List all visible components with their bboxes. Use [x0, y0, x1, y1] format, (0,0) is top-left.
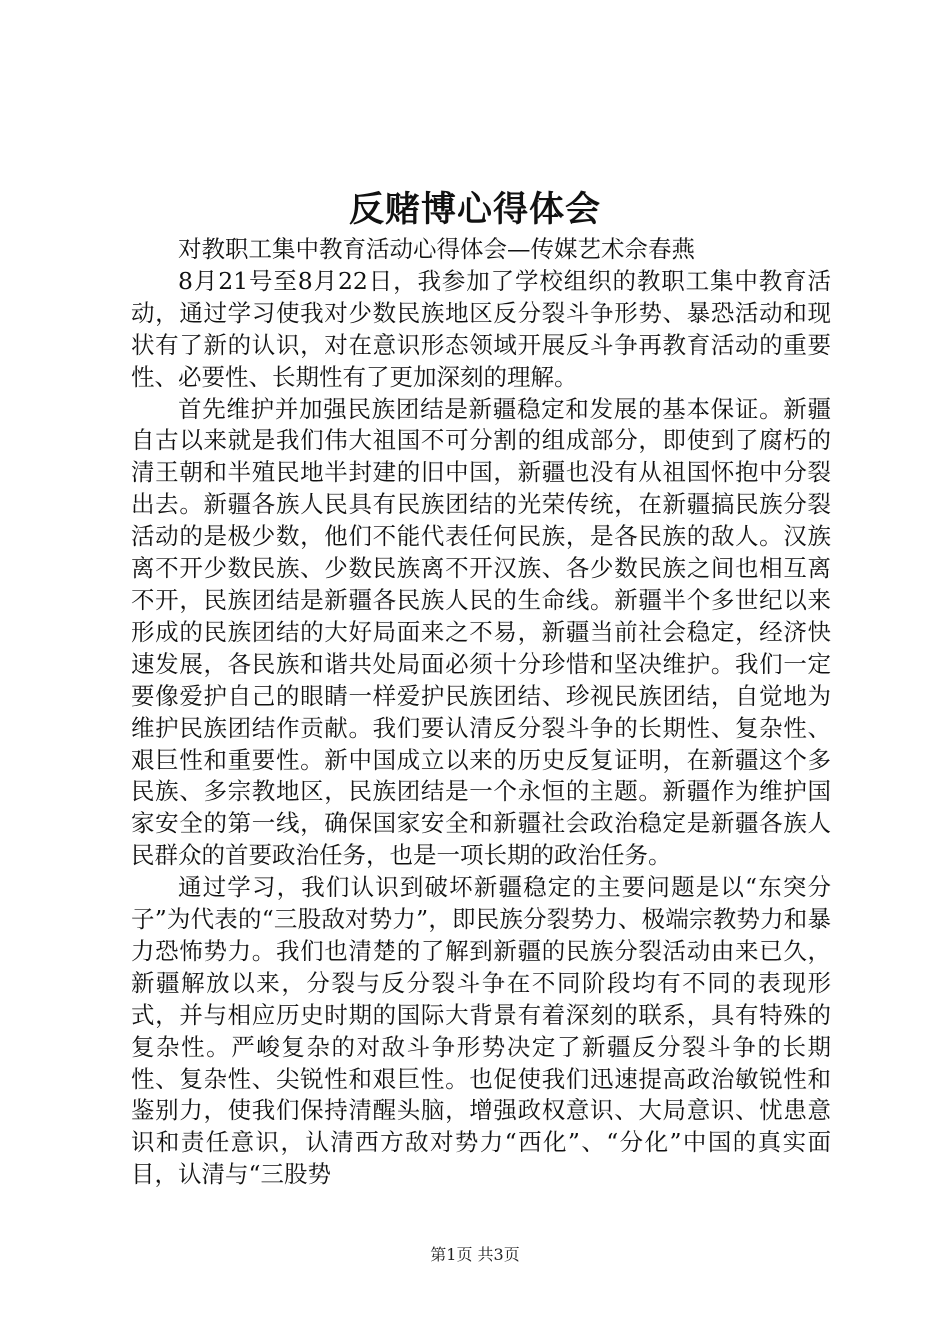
document-subtitle: 对教职工集中教育活动心得体会—传媒艺术佘春燕 — [178, 235, 695, 263]
paragraph-3: 通过学习，我们认识到破坏新疆稳定的主要问题是以“东突分子”为代表的“三股敌对势力”，即民族分裂势力、极端宗教势力和暴力恐怖势力。我们也清楚的了解到新疆的民族分裂活动由来已久，新疆解放以来，分裂与反分裂斗争在不同阶段均有不同的表现形式，并与相应历史时期的国际大背景有着深刻的联系，具有特殊的复杂性。严峻复杂的对敌斗争形势决定了新疆反分裂斗争的长期性、复杂性、尖锐性和艰巨性。也促使我们迅速提高政治敏锐性和鉴别力，使我们保持清醒头脑，增强政权意识、大局意识、忧患意识和责任意识，认清西方敌对势力“西化”、“分化”中国的真实面目，认清与“三股势 — [131, 873, 831, 1189]
paragraph-1: 8月21号至8月22日，我参加了学校组织的教职工集中教育活动，通过学习使我对少数民族地区反分裂斗争形势、暴恐活动和现状有了新的认识，对在意识形态领域开展反斗争再教育活动的重要性、必要性、长期性有了更加深刻的理解。 — [131, 266, 831, 391]
page-footer: 第1页 共3页 — [430, 1245, 520, 1264]
document-title: 反赌博心得体会 — [348, 189, 601, 230]
document-body — [131, 234, 831, 1191]
paragraph-2: 首先维护并加强民族团结是新疆稳定和发展的基本保证。新疆自古以来就是我们伟大祖国不可分割的组成部分，即使到了腐朽的清王朝和半殖民地半封建的旧中国，新疆也没有从祖国怀抱中分裂出去。新疆各族人民具有民族团结的光荣传统，在新疆搞民族分裂活动的是极少数，他们不能代表任何民族，是各民族的敌人。汉族离不开少数民族、少数民族离不开汉族、各少数民族之间也相互离不开，民族团结是新疆各民族人民的生命线。新疆半个多世纪以来形成的民族团结的大好局面来之不易，新疆当前社会稳定，经济快速发展，各民族和谐共处局面必须十分珍惜和坚决维护。我们一定要像爱护自己的眼睛一样爱护民族团结、珍视民族团结，自觉地为维护民族团结作贡献。我们要认清反分裂斗争的长期性、复杂性、艰巨性和重要性。新中国成立以来的历史反复证明，在新疆这个多民族、多宗教地区，民族团结是一个永恒的主题。新疆作为维护国家安全的第一线，确保国家安全和新疆社会政治稳定是新疆各族人民群众的首要政治任务，也是一项长期的政治任务。 — [131, 394, 831, 870]
